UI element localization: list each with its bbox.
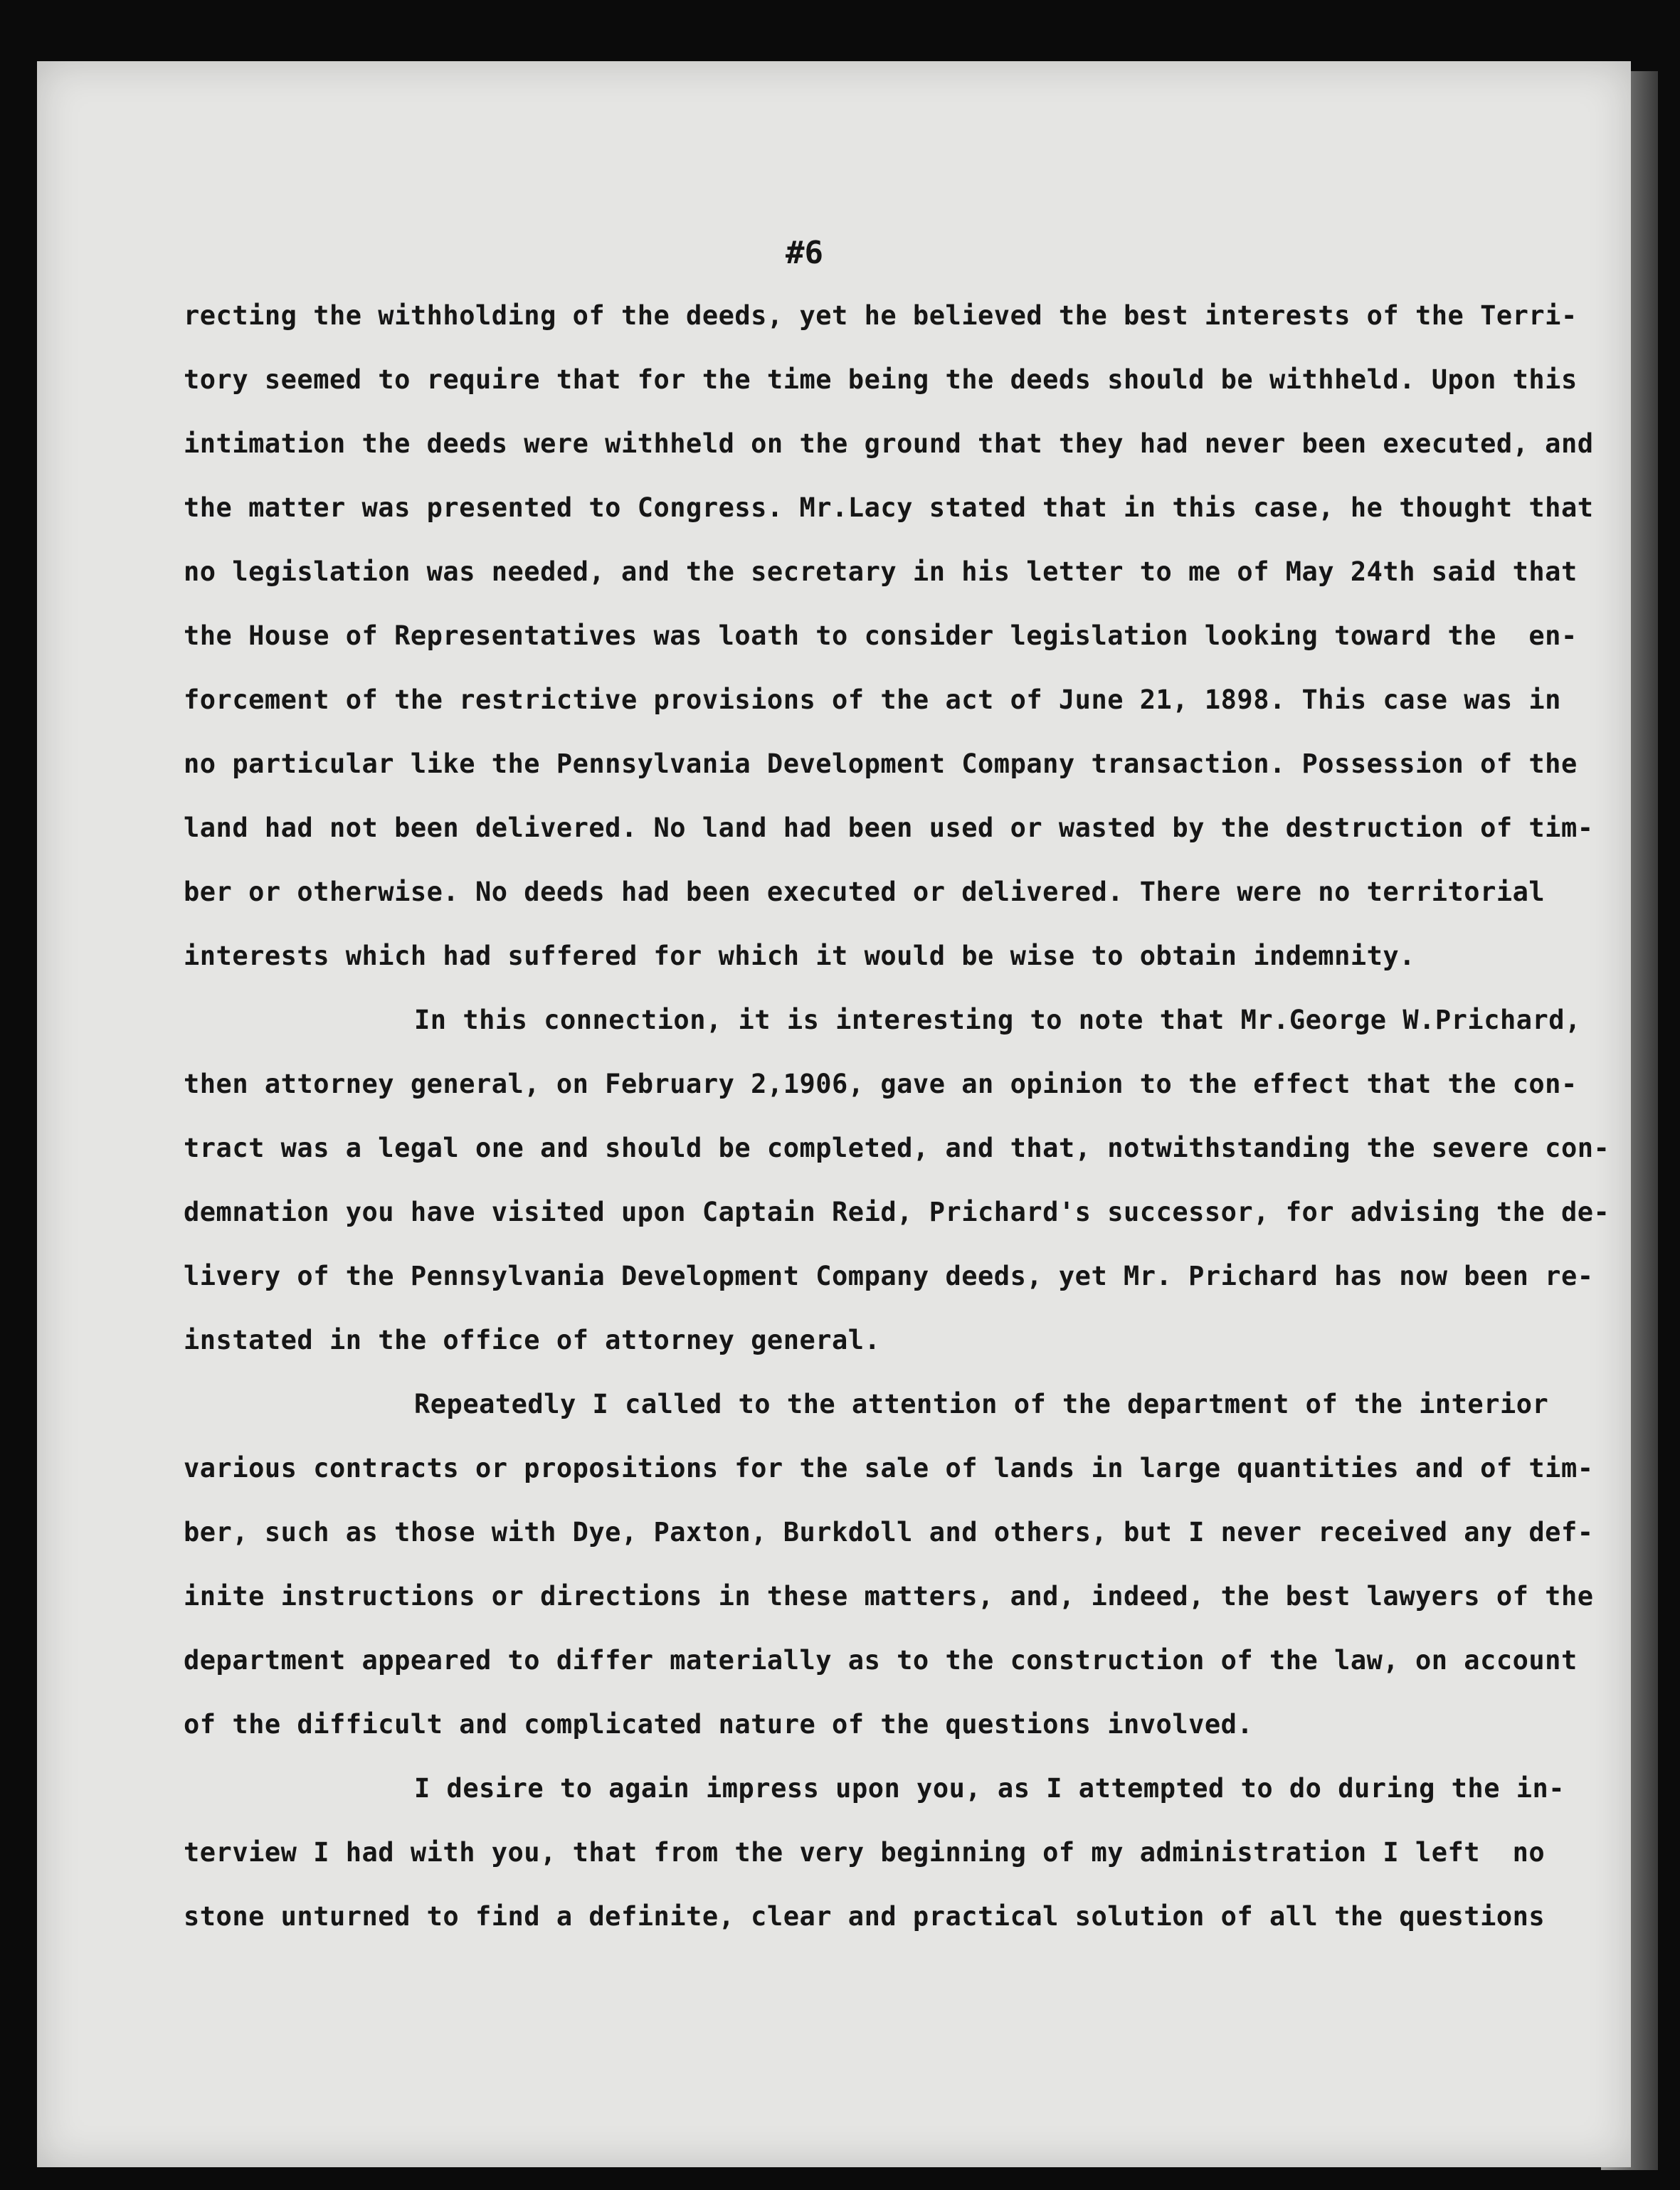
text-line: tract was a legal one and should be completed, and that, notwithstanding the severe con- [184,1133,1610,1163]
text-line: the House of Representatives was loath to consider legislation looking toward the en- [184,620,1578,651]
text-line: interests which had suffered for which it would be wise to obtain indemnity. [184,941,1415,971]
text-line: intimation the deeds were withheld on the ground that they had never been executed, and [184,428,1594,459]
text-line: department appeared to differ materially as to the construction of the law, on account [184,1645,1578,1676]
text-line: ber or otherwise. No deeds had been executed or delivered. There were no territorial [184,877,1546,907]
text-line: the matter was presented to Congress. Mr.Lacy stated that in this case, he thought that [184,492,1594,523]
paragraph-start: I desire to again impress upon you, as I attempted to do during the in- [414,1773,1565,1804]
text-line: then attorney general, on February 2,1906, gave an opinion to the effect that the con- [184,1069,1578,1099]
text-line: of the difficult and complicated nature of the questions involved. [184,1709,1254,1740]
text-line: forcement of the restrictive provisions of the act of June 21, 1898. This case was in [184,684,1561,715]
text-line: terview I had with you, that from the very beginning of my administration I left no [184,1837,1546,1868]
text-line: tory seemed to require that for the time being the deeds should be withheld. Upon this [184,364,1578,395]
text-line: land had not been delivered. No land had been used or wasted by the destruction of tim- [184,813,1594,843]
paragraph-start: In this connection, it is interesting to note that Mr.George W.Prichard, [414,1005,1581,1035]
text-line: no particular like the Pennsylvania Development Company transaction. Possession of the [184,748,1578,779]
text-line: instated in the office of attorney general. [184,1325,881,1355]
text-line: various contracts or propositions for the sale of lands in large quantities and of tim- [184,1453,1594,1483]
page-number: #6 [786,235,823,271]
paragraph-start: Repeatedly I called to the attention of the department of the interior [414,1389,1549,1419]
text-line: no legislation was needed, and the secretary in his letter to me of May 24th said that [184,556,1578,587]
text-line: stone unturned to find a definite, clear and practical solution of all the questions [184,1901,1546,1932]
text-line: demnation you have visited upon Captain Reid, Prichard's successor, for advising the de- [184,1197,1610,1227]
text-line: ber, such as those with Dye, Paxton, Burkdoll and others, but I never received any def- [184,1517,1594,1548]
text-line: recting the withholding of the deeds, yet he believed the best interests of the Terri- [184,300,1578,331]
text-line: livery of the Pennsylvania Development Company deeds, yet Mr. Prichard has now been re- [184,1261,1594,1291]
text-line: inite instructions or directions in these matters, and, indeed, the best lawyers of the [184,1581,1594,1612]
